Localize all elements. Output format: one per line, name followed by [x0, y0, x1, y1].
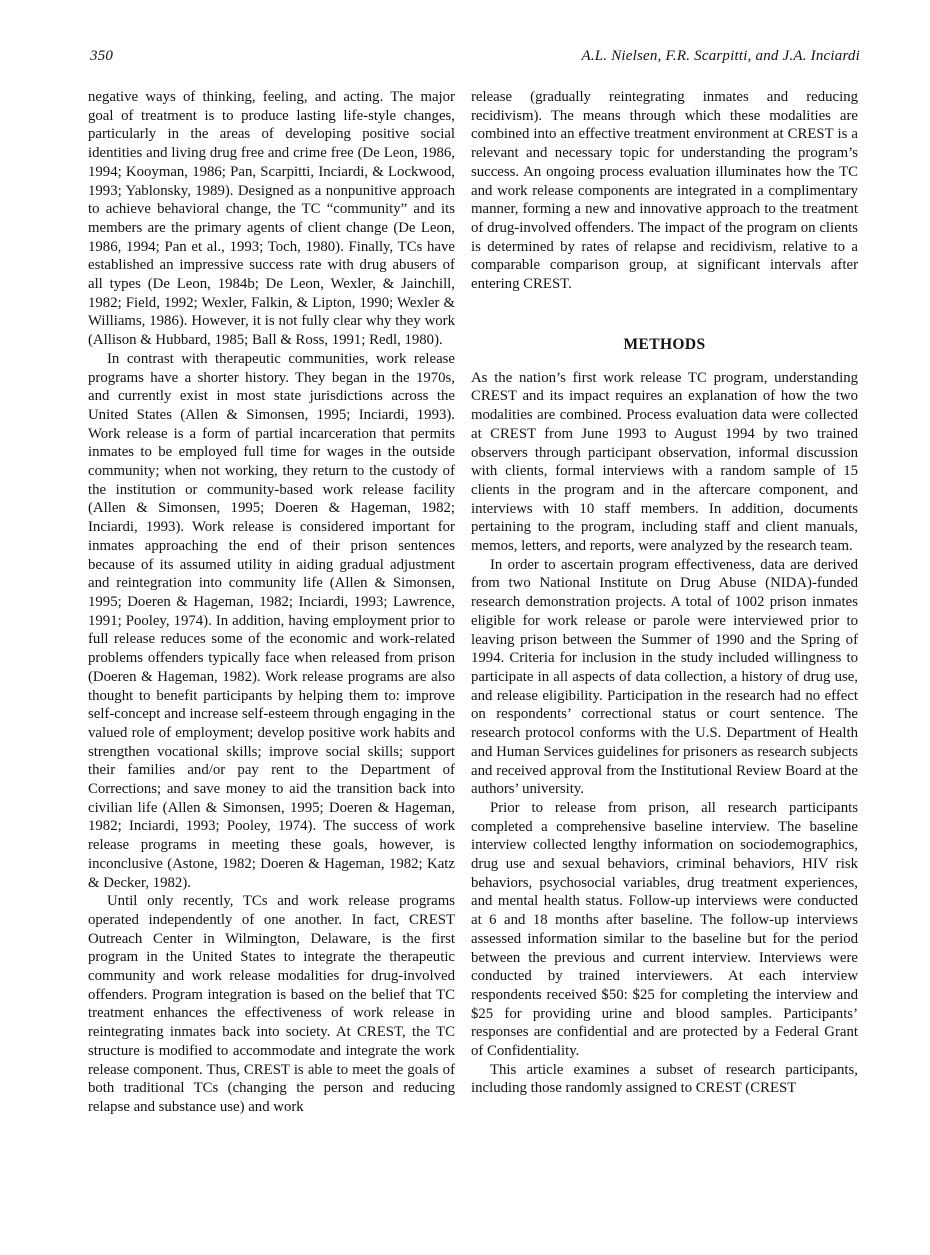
paragraph: Until only recently, TCs and work release programs operated independently of one another. In fact, CREST Outreach Center in Wilmington, Delaware, is the first program in the United States to integrate the therapeutic community and work release modalities for drug-involved offenders. Program integration is based on the belief that TC treatment enhances the effectiveness of work release in reintegrating inmates back into society. At CREST, the TC structure is modified to accommodate and integrate the work release component. Thus, CREST is able to meet the goals of both traditional TCs (changing the person and reducing relapse and substance use) and work	[88, 893, 455, 1115]
page-number: 350	[90, 48, 114, 64]
paragraph: Prior to release from prison, all research participants completed a comprehensive baseline interview. The baseline interview collected lengthy information on sociodemographics, drug use and sexual behaviors, criminal behaviors, HIV risk behaviors, psychosocial variables, drug treatment experiences, and mental health status. Follow-up interviews were conducted at 6 and 18 months after baseline. The follow-up interviews assessed information similar to the baseline but for the period between the previous and current interview. Interviews were conducted by trained interviewers. At each interview respondents received $50: $25 for completing the interview and $25 for providing urine and blood samples. Participants’ responses are confidential and are protected by a Federal Grant of Confidentiality.	[471, 799, 858, 1060]
section-heading-methods: METHODS	[623, 335, 706, 353]
running-head-authors: A.L. Nielsen, F.R. Scarpitti, and J.A. Inciardi	[581, 48, 860, 64]
paragraph: This article examines a subset of research participants, including those randomly assigned to CREST (CREST	[471, 1061, 858, 1097]
right-column	[471, 88, 858, 1098]
paragraph: As the nation’s first work release TC program, understanding CREST and its impact requires an explanation of how the two modalities are combined. Process evaluation data were collected at CREST from June 1993 to August 1994 by two trained observers through participant observation, informal discussion with clients, formal interviews with a random sample of 15 clients in the program and in the aftercare component, and interviews with 10 staff members. In addition, documents pertaining to the program, including staff and client manuals, memos, letters, and reports, were analyzed by the research team.	[471, 369, 858, 555]
paragraph: In order to ascertain program effectiveness, data are derived from two National Institute on Drug Abuse (NIDA)-funded research demonstration projects. A total of 1002 prison inmates eligible for work release or parole were interviewed prior to leaving prison between the Summer of 1990 and the Spring of 1994. Criteria for inclusion in the study included willingness to participate in all aspects of data collection, a history of drug use, and release eligibility. Participation in the research had no effect on respondents’ correctional status or court sentence. The research protocol conforms with the U.S. Department of Health and Human Services guidelines for prisoners as research subjects and received approval from the Institutional Review Board at the authors’ university.	[471, 556, 858, 798]
paragraph: release (gradually reintegrating inmates and reducing recidivism). The means through which these modalities are combined into an effective treatment environment at CREST is a relevant and necessary topic for understanding the program’s success. An ongoing process evaluation illuminates how the TC and work release components are integrated in a complimentary manner, forming a new and innovative approach to the treatment of drug-involved offenders. The impact of the program on clients is determined by rates of relapse and recidivism, relative to a comparable comparison group, at significant intervals after entering CREST.	[471, 89, 858, 293]
paragraph: negative ways of thinking, feeling, and acting. The major goal of treatment is to produce lasting life-style changes, particularly in the areas of developing positive social identities and living drug free and crime free (De Leon, 1986, 1994; Kooyman, 1986; Pan, Scarpitti, Inciardi, & Lockwood, 1993; Yablonsky, 1989). Designed as a nonpunitive approach to achieve behavioral change, the TC “community” and its members are the primary agents of client change (De Leon, 1986, 1994; Pan et al., 1993; Toch, 1980). Finally, TCs have established an impressive success rate with drug abusers of all types (De Leon, 1984b; De Leon, Wexler, & Jainchill, 1982; Field, 1992; Wexler, Falkin, & Lipton, 1990; Wexler & Williams, 1986). However, it is not fully clear why they work (Allison & Hubbard, 1985; Ball & Ross, 1991; Redl, 1980).	[88, 89, 455, 349]
paragraph: In contrast with therapeutic communities, work release programs have a shorter history. They began in the 1970s, and currently exist in most state jurisdictions across the United States (Allen & Simonsen, 1995; Inciardi, 1993). Work release is a form of partial incarceration that permits inmates to be employed full time for wages in the outside community; when not working, they return to the custody of the institution or community-based work release facility (Allen & Simonsen, 1995; Doeren & Hageman, 1982; Inciardi, 1993). Work release is considered important for inmates approaching the end of their prison sentences because of its assumed utility in aiding gradual adjustment and reintegration into community life (Allen & Simonsen, 1995; Doeren & Hageman, 1982; Inciardi, 1993; Lawrence, 1991; Pooley, 1974). In addition, having employment prior to full release reduces some of the economic and work-related problems offenders typically face when released from prison (Doeren & Hageman, 1982). Work release programs are also thought to benefit participants by helping them to: improve self-concept and increase self-esteem through engaging in the valued role of employment; develop positive work habits and strengthen vocational skills; improve social skills; support their families and/or pay rent to the Department of Corrections; and save money to aid the transition back into civilian life (Allen & Simonsen, 1995; Doeren & Hageman, 1982; Inciardi, 1993; Pooley, 1974). The success of work release programs in meeting these goals, however, is inconclusive (Astone, 1982; Doeren & Hageman, 1982; Katz & Decker, 1982).	[88, 350, 455, 891]
left-column	[88, 88, 455, 1117]
